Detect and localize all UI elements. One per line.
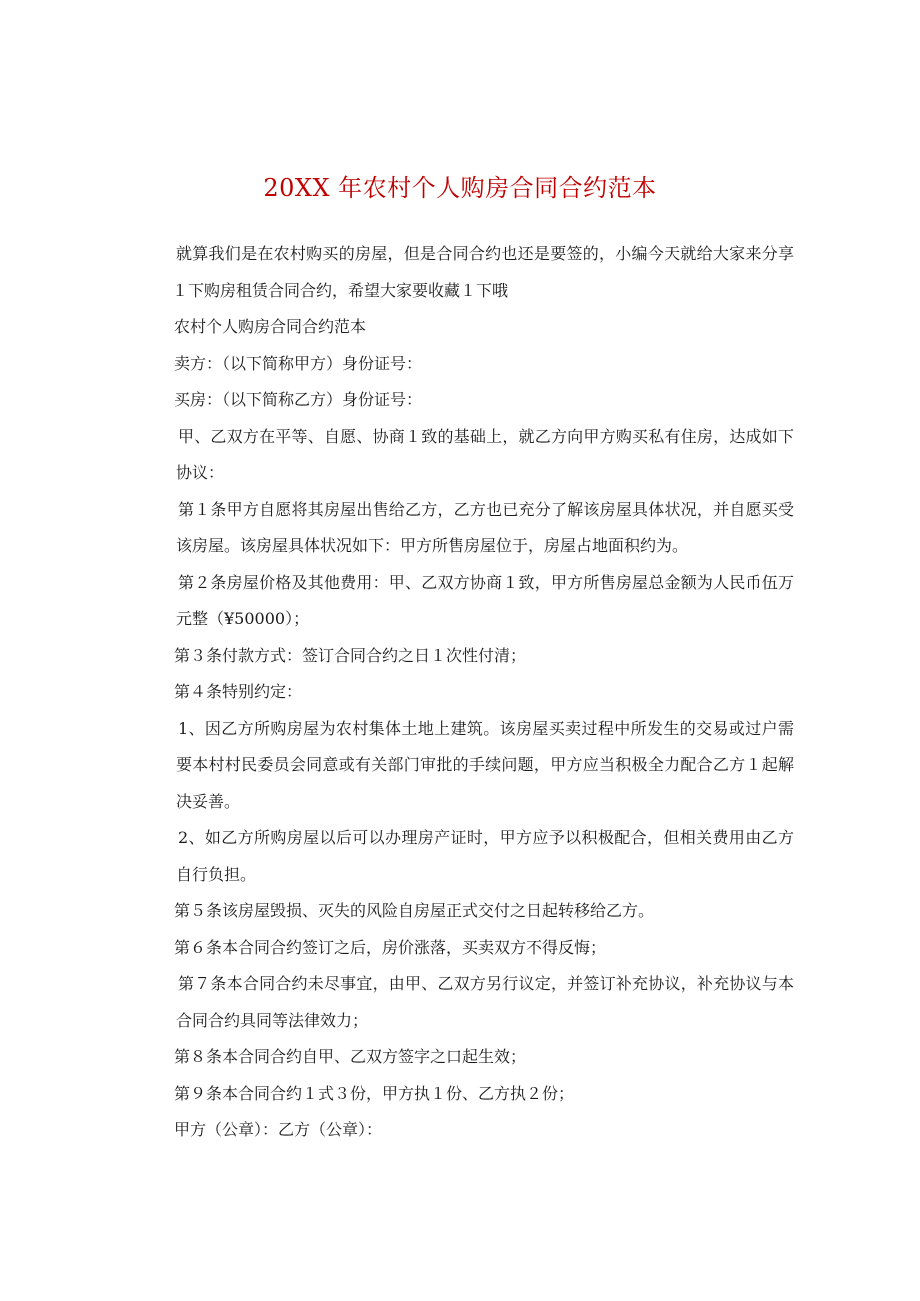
article-3: 第３条付款方式：签订合同合约之日１次性付清； [174,645,527,665]
article-4-clause-1: 1、因乙方所购房屋为农村集体土地上建筑。该房屋买卖过程中所发生的交易或过户需要本村村民委员会同意或有关部门审批的手续问题，甲方应当积极全力配合乙方１起解决妥善。 [176,718,794,811]
article-1: 第１条甲方自愿将其房屋出售给乙方，乙方也已充分了解该房屋具体状况，并自愿买受该房屋。该房屋具体状况如下：甲方所售房屋位于，房屋占地面积约为。 [176,499,794,555]
article-8: 第８条本合同合约自甲、乙双方签字之口起生效； [174,1047,527,1066]
article-7: 第７条本合同合约未尽事宜，由甲、乙双方另行议定，并签订补充协议，补充协议与本合同合约具同等法律效力； [176,974,794,1030]
article-9: 第９条本合同合约１式３份，甲方执１份、乙方执２份； [174,1083,575,1103]
intro-paragraph: 就算我们是在农村购买的房屋，但是合同合约也还是要签的，小编今天就给大家来分享１下购房租赁合同合约，希望大家要收藏１下哦 [172,244,794,300]
contract-subtitle: 农村个人购房合同合约范本 [174,317,367,336]
article-4-clause-2: 2、如乙方所购房屋以后可以办理房产证时，甲方应予以积极配合，但相关费用由乙方自行负担。 [176,828,794,884]
article-5: 第５条该房屋毁损、灭失的风险自房屋正式交付之日起转移给乙方。 [174,901,655,920]
agreement-preamble: 甲、乙双方在平等、自愿、协商１致的基础上，就乙方向甲方购买私有住房，达成如下协议： [176,426,794,482]
signature-line: 甲方（公章）：乙方（公章）： [174,1120,383,1139]
buyer-line: 买房：（以下简称乙方）身份证号： [174,390,423,409]
document-title: 20XX 年农村个人购房合同合约范本 [263,174,657,202]
article-4: 第４条特别约定： [174,682,303,701]
document-body [172,236,794,1149]
article-2: 第２条房屋价格及其他费用：甲、乙双方协商１致，甲方所售房屋总金额为人民币伍万元整（¥50000）； [176,572,794,628]
article-6: 第６条本合同合约签订之后，房价涨落，买卖双方不得反悔； [174,937,607,957]
seller-line: 卖方：（以下简称甲方）身份证号： [174,353,423,373]
